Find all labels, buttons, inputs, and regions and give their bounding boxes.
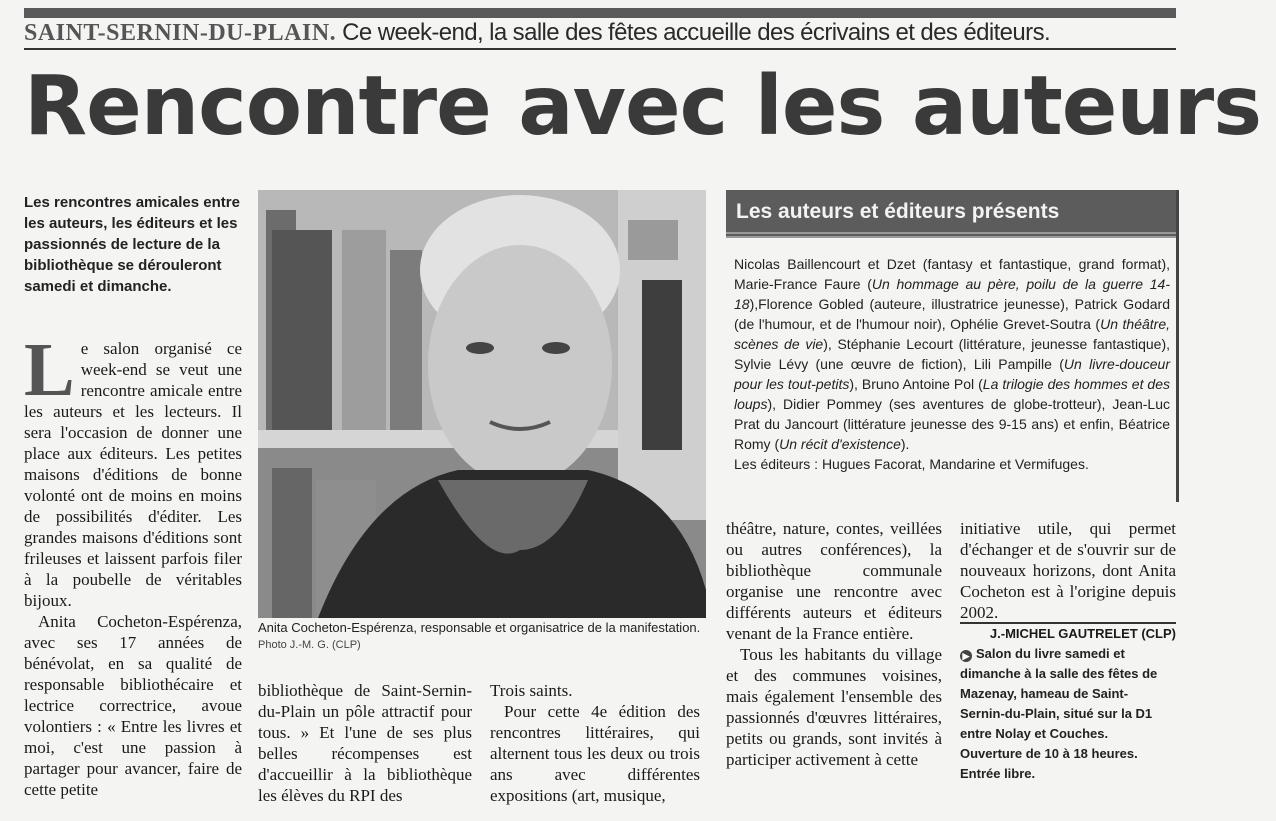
paragraph-4: Tous les habitants du village et des communes voisines, mais également l'ensemble des passionnés d'œuvres littéraires, petits ou grands, sont invités à participer activement à cette: [726, 645, 942, 769]
kicker-place: SAINT-SERNIN-DU-PLAIN.: [24, 20, 337, 46]
info-line-3: Entrée libre.: [960, 766, 1036, 781]
authors-text-6: ).: [900, 436, 910, 452]
article-column-2: [258, 680, 472, 806]
practical-info: [960, 644, 1176, 784]
paragraph-2-end: Trois saints.: [490, 681, 573, 700]
authors-text-1: Nicolas Baillencourt et Dzet (fantasy et fantastique, grand format), Marie-France Faure (: [734, 256, 1170, 292]
headline: Rencontre avec les auteurs: [24, 59, 1262, 154]
paragraph-1-text: e salon organisé ce week-end se veut une rencontre amicale entre les auteurs et les lecteurs. Il sera l'occasion de donner une place aux éditeurs. Les petites maisons d'éditions de bonne volonté ont de moins en moins de possibilités d'éditer. Les grandes maisons d'éditions sont frileuses et laissent parfois filer à la poubelle de véritables bijoux.: [24, 339, 242, 610]
info-line-1: [960, 644, 1176, 744]
authors-title-4: La trilogie des hommes et des loups: [734, 376, 1171, 412]
portrait-photo: [258, 190, 706, 618]
paragraph-4-continued: initiative utile, qui permet d'échanger et de s'ouvrir sur de nouveaux horizons, dont Anita Cocheton est à l'origine depuis 2002.: [960, 519, 1176, 622]
info-line-1-text: Salon du livre samedi et dimanche à la salle des fêtes de Mazenay, hameau de Saint- Sernin-du-Plain, situé sur la D1 entre Nolay et Couches.: [960, 646, 1158, 741]
editors-line: Les éditeurs : Hugues Facorat, Mandarine et Vermifuges.: [734, 456, 1089, 472]
photo-credit: Photo J.-M. G. (CLP): [258, 639, 361, 651]
authors-text-2: ),Florence Gobled (auteure, illustratrice jeunesse), Patrick Godard (de l'humour, et de l'humour noir), Ophélie Grevet-Soutra (: [734, 296, 1170, 332]
portrait-photo-image: [258, 190, 706, 618]
authors-box-title: Les auteurs et éditeurs présents: [726, 190, 1176, 238]
byline: J.-MICHEL GAUTRELET (CLP): [960, 622, 1176, 641]
authors-text-5: ), Didier Pommey (ses aventures de globe-trotteur), Jean-Luc Prat du Jancourt (littérature jeunesse des 9-15 ans) et enfin, Béatrice Romy (: [734, 396, 1170, 452]
paragraph-3: Pour cette 4e édition des rencontres littéraires, qui alternent tous les deux ou trois ans avec différentes expositions (art, musique,: [490, 702, 700, 805]
authors-title-5: Un récit d'existence: [779, 436, 901, 452]
paragraph-2-continued: bibliothèque de Saint-Sernin-du-Plain un pôle attractif pour tous. » Et l'une de ses plus belles récompenses est d'accueillir à la bibliothèque les élèves du RPI des: [258, 681, 472, 805]
top-rule: [24, 8, 1176, 18]
drop-cap: L: [24, 328, 75, 412]
authors-box: [726, 190, 1179, 502]
authors-text-3: ), Stéphanie Lecourt (littérature, jeunesse fantastique), Sylvie Lévy (une œuvre de fiction), Lili Pampille (: [734, 336, 1170, 372]
kicker: [24, 18, 1176, 50]
article-column-3: [490, 680, 700, 806]
paragraph-2: Anita Cocheton-Espérenza, avec ses 17 années de bénévolat, en sa qualité de responsable bibliothécaire et lectrice correctrice, avoue volontiers : « Entre les livres et moi, c'est une passion à partager pour avancer, faire de cette petite: [24, 612, 242, 799]
authors-box-body: [726, 238, 1176, 474]
article-column-1: [24, 328, 242, 800]
authors-text-4: ), Bruno Antoine Pol (: [849, 376, 983, 392]
kicker-subtitle: Ce week-end, la salle des fêtes accueille des écrivains et des éditeurs.: [342, 19, 1051, 46]
authors-title-3: Un livre-douceur pour les tout-petits: [734, 356, 1171, 392]
photo-caption: [258, 620, 708, 653]
paragraph-3-continued: théâtre, nature, contes, veillées ou autres conférences), la bibliothèque communale organise une rencontre avec différents auteurs et éditeurs venant de la France entière.: [726, 519, 942, 643]
arrow-right-icon: ▶: [960, 650, 972, 662]
article-column-5: [960, 518, 1176, 623]
info-line-2: Ouverture de 10 à 18 heures.: [960, 746, 1138, 761]
chapo: Les rencontres amicales entre les auteurs, les éditeurs et les passionnés de lecture de la bibliothèque se dérouleront samedi et dimanche.: [24, 194, 240, 295]
paragraph-1: [24, 328, 242, 611]
article-column-4: [726, 518, 942, 770]
authors-title-1: Un hommage au père, poilu de la guerre 14-18: [734, 276, 1170, 312]
caption-text: Anita Cocheton-Espérenza, responsable et organisatrice de la manifestation.: [258, 620, 701, 635]
authors-title-2: Un théâtre, scènes de vie: [734, 316, 1170, 352]
